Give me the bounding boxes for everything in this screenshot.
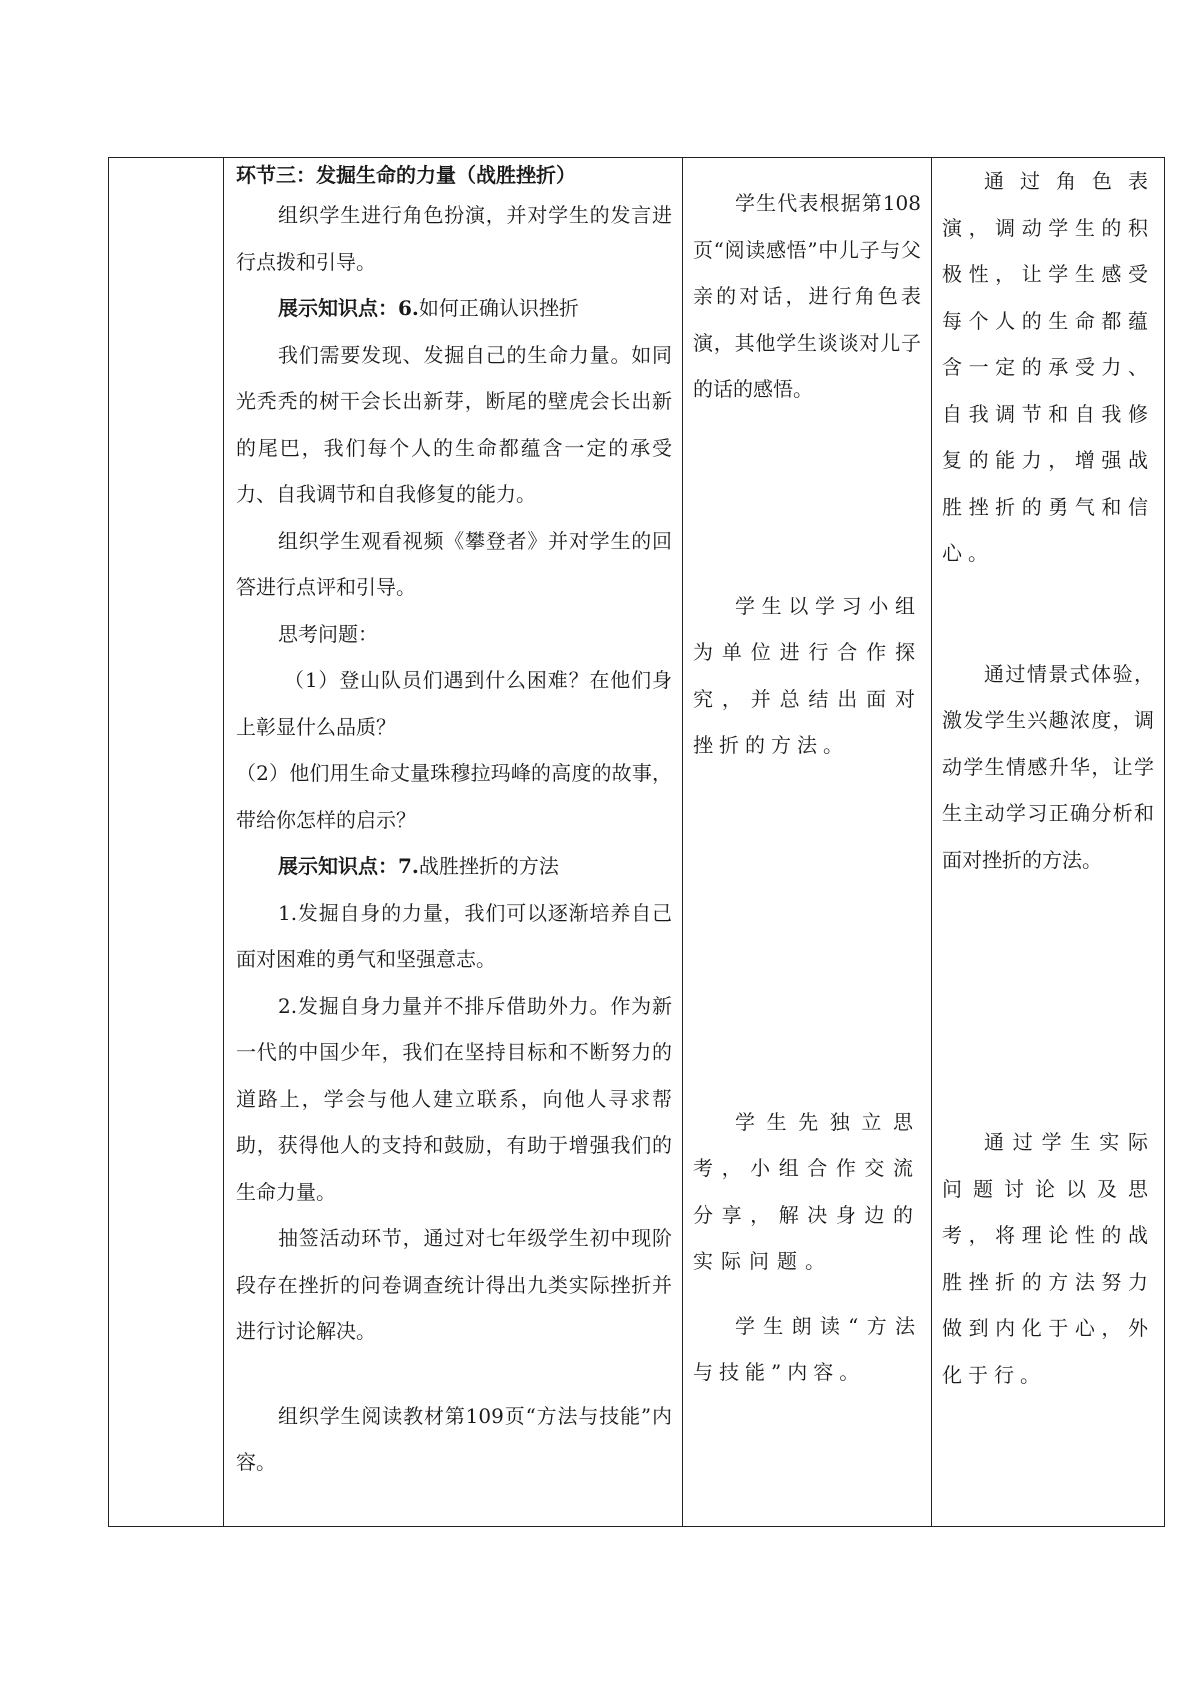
paragraph-role-play: 组织学生进行角色扮演，并对学生的发言进行点拨和引导。 (236, 203, 672, 274)
questions-title: 思考问题： (278, 621, 378, 646)
table-row (109, 158, 1165, 1527)
paragraph-textbook: 组织学生阅读教材第109页“方法与技能”内容。 (236, 1403, 672, 1474)
question-1: （1）登山队员们遇到什么困难？在他们身上彰显什么品质？ (236, 668, 672, 739)
paragraph-lottery: 抽签活动环节，通过对七年级学生初中现阶段存在挫折的问卷调查统计得出九类实际挫折并进行讨论解决。 (236, 1226, 672, 1343)
method-1: 1.发掘自身的力量，我们可以逐渐培养自己面对困难的勇气和坚强意志。 (236, 900, 672, 971)
section-heading: 环节三：发掘生命的力量（战胜挫折） (236, 163, 576, 187)
teacher-activity-cell (224, 158, 683, 1527)
question-2: （2）他们用生命丈量珠穆拉玛峰的高度的故事，带给你怎样的启示？ (236, 761, 672, 832)
design-intent-2: 通过情景式体验，激发学生兴趣浓度，调动学生情感升华，让学生主动学习正确分析和面对挫折的方法。 (942, 661, 1154, 872)
student-activity-3: 学生先独立思考，小组合作交流分享，解决身边的实际问题。 (693, 1109, 921, 1273)
knowledge-point-6 (236, 285, 672, 332)
knowledge-title: 如何正确认识挫折 (418, 296, 579, 320)
student-activity-1: 学生代表根据第108页“阅读感悟”中儿子与父亲的对话，进行角色表演，其他学生谈谈对儿子的话的感悟。 (693, 191, 921, 401)
knowledge-point-7 (236, 843, 672, 890)
knowledge-label: 展示知识点： (278, 854, 398, 878)
knowledge-number: 6. (398, 296, 419, 320)
knowledge-title: 战胜挫折的方法 (418, 854, 559, 878)
knowledge-number: 7. (398, 854, 419, 878)
paragraph-life-power: 我们需要发现、发掘自己的生命力量。如同光秃秃的树干会长出新芽，断尾的壁虎会长出新的尾巴，我们每个人的生命都蕴含一定的承受力、自我调节和自我修复的能力。 (236, 342, 672, 506)
design-intent-3: 通过学生实际问题讨论以及思考，将理论性的战胜挫折的方法努力做到内化于心，外化于行。 (942, 1130, 1154, 1387)
method-2: 2.发掘自身力量并不排斥借助外力。作为新一代的中国少年，我们在坚持目标和不断努力的道路上，学会与他人建立联系，向他人寻求帮助，获得他人的支持和鼓励，有助于增强我们的生命力量。 (236, 993, 672, 1204)
student-activity-2: 学生以学习小组为单位进行合作探究，并总结出面对挫折的方法。 (693, 593, 921, 757)
knowledge-label: 展示知识点： (278, 296, 398, 320)
paragraph-video: 组织学生观看视频《攀登者》并对学生的回答进行点评和引导。 (236, 528, 672, 599)
design-intent-1: 通过角色表演，调动学生的积极性，让学生感受每个人的生命都蕴含一定的承受力、自我调节和自我修复的能力，增强战胜挫折的勇气和信心。 (942, 169, 1154, 565)
student-activity-cell (683, 158, 932, 1527)
student-activity-4: 学生朗读“方法与技能”内容。 (693, 1313, 921, 1384)
design-intent-cell (932, 158, 1165, 1527)
stage-column-cell (109, 158, 224, 1527)
lesson-plan-table (108, 157, 1165, 1527)
